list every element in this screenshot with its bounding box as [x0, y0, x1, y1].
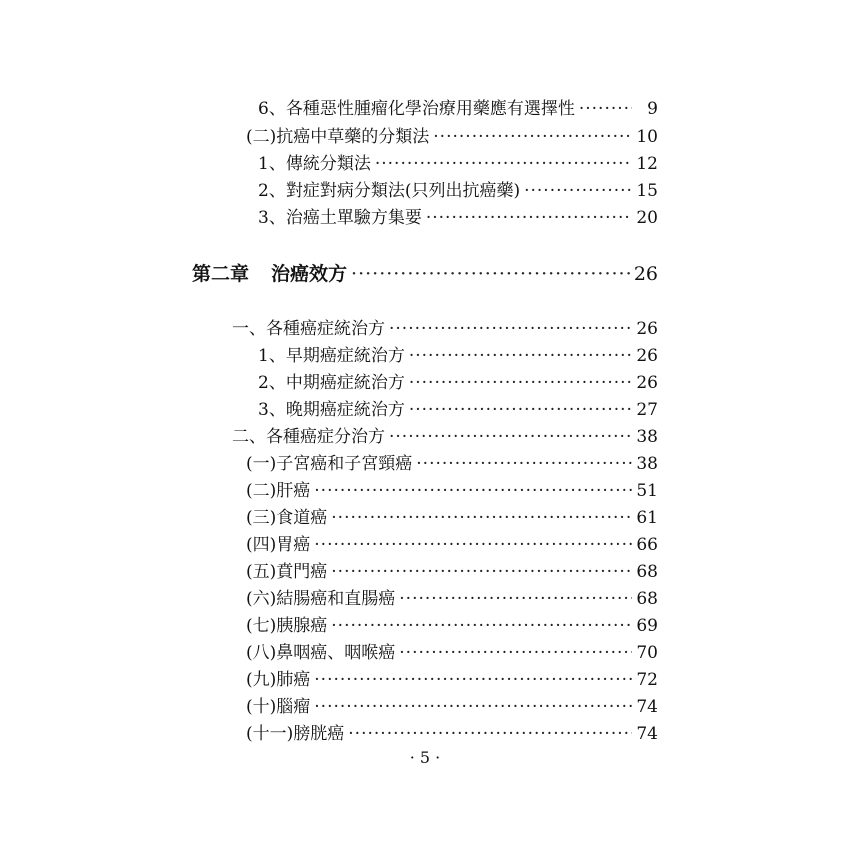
- leader-dots: [331, 615, 632, 637]
- toc-entry-page: 69: [636, 616, 658, 636]
- toc-entry-page: 20: [636, 208, 658, 228]
- toc-entry-page: 66: [636, 535, 658, 555]
- toc-entry: [246, 642, 658, 664]
- toc-entry-label: (二)肝癌: [246, 481, 311, 501]
- toc-entry-label: 2、對症對病分類法(只列出抗癌藥): [258, 181, 521, 201]
- toc-entry-page: 61: [636, 508, 658, 528]
- chapter-heading: [192, 263, 658, 285]
- leader-dots: [426, 207, 632, 229]
- toc-entry-page: 74: [636, 697, 658, 717]
- page-number: · 5 ·: [409, 748, 441, 767]
- toc-entry: [246, 507, 658, 529]
- toc-entry-page: 70: [636, 643, 658, 663]
- toc-entry-label: (十一)膀胱癌: [246, 724, 345, 744]
- leader-dots: [399, 588, 632, 610]
- toc-entry-label: (三)食道癌: [246, 508, 328, 528]
- toc-entry-label: 1、傳統分類法: [258, 154, 371, 174]
- leader-dots: [314, 669, 632, 691]
- toc-entry-label: (七)胰腺癌: [246, 616, 328, 636]
- toc-entry-label: 3、晚期癌症統治方: [258, 400, 405, 420]
- toc-entry-page: 26: [636, 319, 658, 339]
- toc-entry: [246, 480, 658, 502]
- toc-entry: [258, 399, 658, 421]
- chapter-title: 治癌效方: [271, 263, 348, 285]
- toc-entry: [232, 318, 658, 340]
- toc-entry: [246, 534, 658, 556]
- toc-entry-page: 68: [636, 589, 658, 609]
- leader-dots: [314, 480, 632, 502]
- chapter-page: 26: [633, 263, 658, 285]
- leader-dots: [331, 507, 632, 529]
- leader-dots: [314, 696, 632, 718]
- leader-dots: [399, 642, 632, 664]
- toc-entry-label: 二、各種癌症分治方: [232, 427, 385, 447]
- toc-entry-page: 72: [636, 670, 658, 690]
- toc-entry: [246, 696, 658, 718]
- toc-entry-page: 15: [636, 181, 658, 201]
- leader-dots: [433, 126, 632, 148]
- chapter-title-group: [192, 263, 351, 285]
- toc-entry-page: 38: [636, 427, 658, 447]
- toc-entry-label: (十)腦瘤: [246, 697, 311, 717]
- toc-entry-page: 10: [636, 127, 658, 147]
- toc-entry-page: 74: [636, 724, 658, 744]
- toc-entry-label: (八)鼻咽癌、咽喉癌: [246, 643, 396, 663]
- toc-entry-page: 68: [636, 562, 658, 582]
- toc-entry: [232, 426, 658, 448]
- toc-entry-label: (四)胃癌: [246, 535, 311, 555]
- toc-entry: [258, 153, 658, 175]
- toc-entry: [246, 561, 658, 583]
- toc-entry: [258, 372, 658, 394]
- toc-entry: [258, 207, 658, 229]
- leader-dots: [389, 318, 632, 340]
- toc-entry: [246, 588, 658, 610]
- toc-entry-label: 6、各種惡性腫瘤化學治療用藥應有選擇性: [258, 99, 575, 119]
- toc-entry-label: (一)子宮癌和子宮頸癌: [246, 454, 413, 474]
- leader-dots: [416, 453, 632, 475]
- toc-entry: [246, 615, 658, 637]
- leader-dots: [348, 723, 632, 745]
- toc-entry: [246, 723, 658, 745]
- toc-entry: [246, 669, 658, 691]
- leader-dots: [409, 372, 632, 394]
- toc-entry-label: 一、各種癌症統治方: [232, 319, 385, 339]
- toc-entry-page: 26: [636, 373, 658, 393]
- toc-entry: [258, 98, 658, 120]
- toc-entry-label: 1、早期癌症統治方: [258, 346, 405, 366]
- toc-entry: [258, 345, 658, 367]
- leader-dots: [524, 180, 632, 202]
- toc-entry-page: 51: [636, 481, 658, 501]
- leader-dots: [314, 534, 632, 556]
- leader-dots: [389, 426, 632, 448]
- leader-dots: [351, 263, 630, 285]
- toc-entry-label: (六)結腸癌和直腸癌: [246, 589, 396, 609]
- leader-dots: [579, 98, 632, 120]
- leader-dots: [409, 399, 632, 421]
- leader-dots: [331, 561, 632, 583]
- toc-entry-page: 26: [636, 346, 658, 366]
- toc-entry-label: (九)肺癌: [246, 670, 311, 690]
- toc-entry-page: 9: [647, 99, 658, 119]
- chapter-number: 第二章: [192, 263, 250, 285]
- toc-entry-page: 27: [636, 400, 658, 420]
- toc-entry-label: 3、治癌土單驗方集要: [258, 208, 422, 228]
- toc-entry-label: (五)賁門癌: [246, 562, 328, 582]
- toc-entry-page: 38: [636, 454, 658, 474]
- leader-dots: [375, 153, 632, 175]
- toc-entry-page: 12: [636, 154, 658, 174]
- toc-entry-label: (二)抗癌中草藥的分類法: [246, 127, 430, 147]
- toc-entry: [258, 180, 658, 202]
- leader-dots: [409, 345, 632, 367]
- toc-entry: [246, 126, 658, 148]
- toc-entry-label: 2、中期癌症統治方: [258, 373, 405, 393]
- toc-entry: [246, 453, 658, 475]
